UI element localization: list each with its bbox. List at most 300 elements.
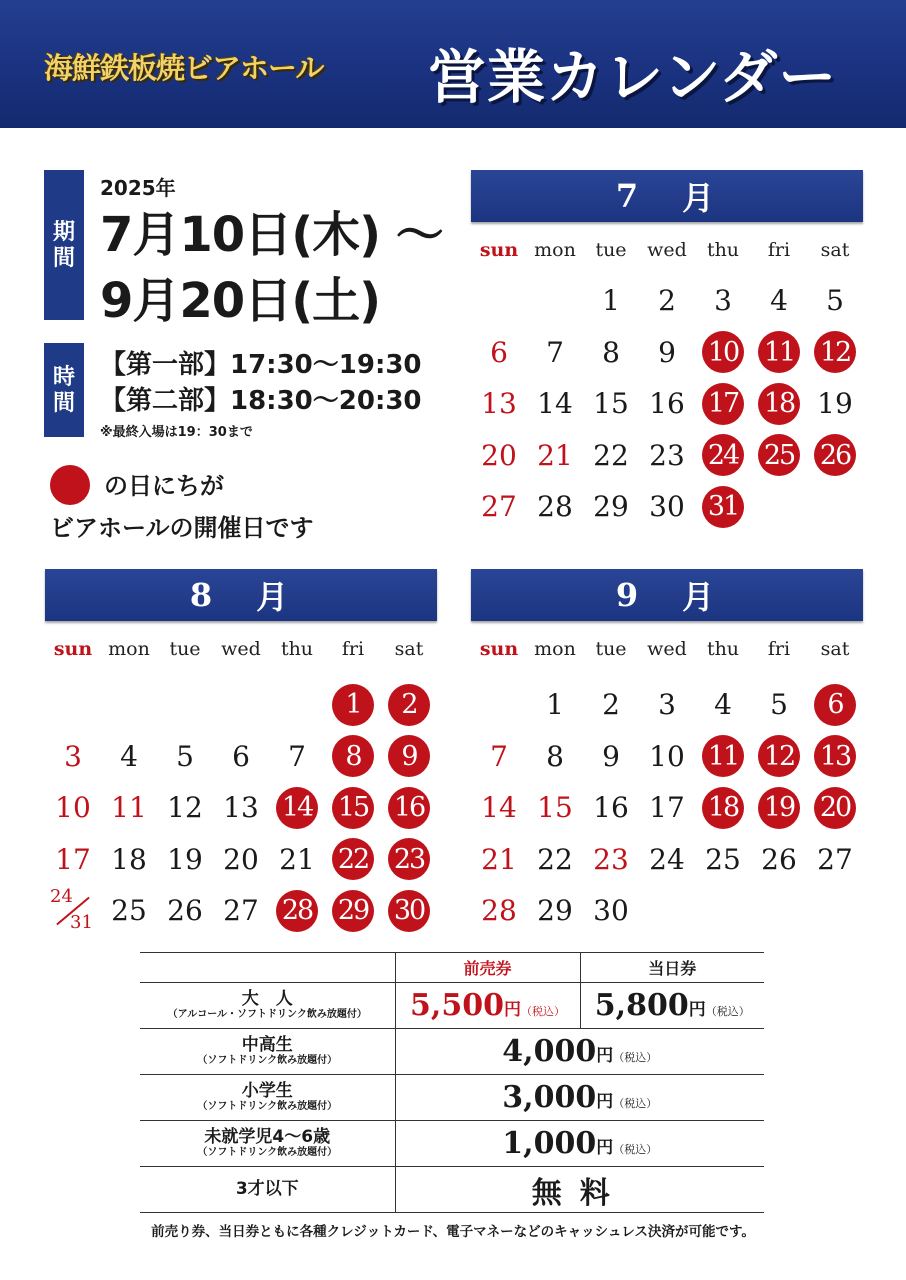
calendar-day bbox=[101, 731, 157, 783]
calendar-day bbox=[101, 834, 157, 886]
day-number: 28 bbox=[276, 890, 318, 932]
category-name: 3才以下 bbox=[235, 1179, 299, 1200]
category-cell bbox=[140, 1075, 395, 1121]
calendar-day bbox=[527, 782, 583, 834]
day-number: 4 bbox=[770, 284, 788, 318]
calendar-day-open bbox=[325, 782, 381, 834]
calendar-day bbox=[583, 834, 639, 886]
day-number: 8 bbox=[332, 735, 374, 777]
calendar-day-open bbox=[807, 679, 863, 731]
calendar-day-open bbox=[325, 679, 381, 731]
day-number: 21 bbox=[537, 438, 573, 472]
price bbox=[502, 1080, 657, 1115]
legend-text-line2: ビアホールの開催日です bbox=[50, 514, 314, 542]
calendar-day bbox=[639, 378, 695, 430]
calendar-day-open bbox=[269, 885, 325, 937]
price-row-adult bbox=[140, 983, 764, 1029]
day-number: 10 bbox=[702, 331, 744, 373]
calendar-day bbox=[583, 782, 639, 834]
day-number: 21 bbox=[481, 842, 517, 876]
calendar-day bbox=[695, 679, 751, 731]
day-number: 27 bbox=[481, 490, 517, 524]
calendar-day bbox=[527, 731, 583, 783]
price-value: 5,800 bbox=[594, 988, 689, 1023]
price-header-empty bbox=[140, 953, 395, 983]
day-number: 4 bbox=[714, 688, 732, 722]
month-number: 7 bbox=[615, 177, 643, 215]
day-number: 18 bbox=[702, 787, 744, 829]
day-number: 20 bbox=[481, 438, 517, 472]
free-price: 無料 bbox=[531, 1175, 628, 1211]
calendar-empty-cell bbox=[471, 275, 527, 327]
day-number: 3 bbox=[658, 688, 676, 722]
price-tax: （税込） bbox=[705, 1005, 750, 1018]
weekday-label: thu bbox=[706, 239, 740, 261]
calendar-month-header bbox=[471, 569, 863, 621]
day-number: 5 bbox=[826, 284, 844, 318]
calendar-day-open bbox=[695, 782, 751, 834]
calendar-day bbox=[527, 885, 583, 937]
weekday-label: wed bbox=[221, 638, 261, 660]
month-number: 9 bbox=[615, 576, 643, 614]
calendar-day bbox=[471, 430, 527, 482]
calendar-day-open bbox=[751, 378, 807, 430]
day-number: 30 bbox=[649, 490, 685, 524]
price-value: 1,000 bbox=[502, 1126, 597, 1161]
day-number: 11 bbox=[702, 735, 744, 777]
day-number: 25 bbox=[758, 434, 800, 476]
weekday-label: fri bbox=[767, 239, 791, 261]
day-number: 22 bbox=[593, 438, 629, 472]
calendar-day-open bbox=[807, 327, 863, 379]
category-name: 小学生 bbox=[241, 1081, 293, 1102]
time-label bbox=[44, 343, 84, 437]
price-yen: 円 bbox=[596, 1138, 614, 1158]
day-number: 9 bbox=[602, 739, 620, 773]
day-number: 7 bbox=[490, 739, 508, 773]
day-number: 9 bbox=[388, 735, 430, 777]
sameday-ticket-header: 当日券 bbox=[580, 953, 764, 983]
day-number: 25 bbox=[111, 894, 147, 928]
weekday-label: mon bbox=[534, 638, 576, 660]
calendar-day bbox=[269, 834, 325, 886]
advance-price bbox=[410, 988, 565, 1023]
calendar-july bbox=[471, 170, 863, 533]
day-number: 20 bbox=[223, 842, 259, 876]
price-row-junior-high bbox=[140, 1029, 764, 1075]
day-number: 24 bbox=[702, 434, 744, 476]
calendar-day-open bbox=[807, 430, 863, 482]
split-day-first: 24 bbox=[50, 885, 73, 907]
day-number: 26 bbox=[761, 842, 797, 876]
price-tax: （税込） bbox=[613, 1097, 658, 1110]
day-number: 1 bbox=[546, 688, 564, 722]
day-number: 2 bbox=[602, 688, 620, 722]
day-number: 19 bbox=[167, 842, 203, 876]
month-unit: 月 bbox=[256, 578, 293, 616]
calendar-day bbox=[471, 885, 527, 937]
calendar-day bbox=[751, 275, 807, 327]
price-cell bbox=[395, 1167, 764, 1213]
calendar-day-open bbox=[695, 378, 751, 430]
category-note: （アルコール・ソフトドリンク飲み放題付） bbox=[167, 1008, 367, 1020]
price-tax: （税込） bbox=[520, 1005, 565, 1018]
calendar-empty-cell bbox=[101, 679, 157, 731]
month-unit: 月 bbox=[682, 179, 719, 217]
period-label-char: 間 bbox=[52, 245, 75, 271]
day-number: 15 bbox=[332, 787, 374, 829]
calendar-day bbox=[101, 782, 157, 834]
calendar-day-open bbox=[325, 731, 381, 783]
calendar-day bbox=[751, 834, 807, 886]
category-cell bbox=[140, 1167, 395, 1213]
category-cell bbox=[140, 983, 395, 1029]
day-number: 1 bbox=[332, 684, 374, 726]
period-label bbox=[44, 170, 84, 320]
period-end: 9月20日(土) bbox=[100, 273, 381, 329]
day-number: 22 bbox=[332, 838, 374, 880]
calendar-day bbox=[527, 679, 583, 731]
advance-ticket-header: 前売券 bbox=[395, 953, 580, 983]
calendar-day bbox=[639, 481, 695, 533]
day-number: 7 bbox=[546, 335, 564, 369]
weekday-label: thu bbox=[280, 638, 314, 660]
calendar-day bbox=[583, 275, 639, 327]
day-number: 11 bbox=[111, 791, 147, 825]
day-number: 10 bbox=[649, 739, 685, 773]
calendar-day bbox=[471, 327, 527, 379]
calendar-month-header bbox=[471, 170, 863, 222]
day-number: 11 bbox=[758, 331, 800, 373]
legend-text-line1: の日にちが bbox=[104, 472, 224, 500]
calendar-day bbox=[639, 275, 695, 327]
weekday-label: mon bbox=[534, 239, 576, 261]
calendar-day bbox=[583, 378, 639, 430]
day-number: 5 bbox=[770, 688, 788, 722]
day-number: 22 bbox=[537, 842, 573, 876]
calendar-day-open bbox=[695, 430, 751, 482]
calendar-day bbox=[639, 782, 695, 834]
category-name: 未就学児4～6歳 bbox=[204, 1127, 331, 1148]
calendar-day-open bbox=[751, 782, 807, 834]
calendar-day bbox=[695, 275, 751, 327]
day-number: 23 bbox=[388, 838, 430, 880]
header-banner bbox=[0, 0, 906, 128]
calendar-day-open bbox=[269, 782, 325, 834]
weekday-label: tue bbox=[169, 638, 201, 660]
calendar-day bbox=[751, 679, 807, 731]
day-number: 16 bbox=[388, 787, 430, 829]
day-number: 17 bbox=[702, 383, 744, 425]
calendar-day bbox=[583, 327, 639, 379]
day-number: 23 bbox=[593, 842, 629, 876]
weekday-label: mon bbox=[108, 638, 150, 660]
calendar-day bbox=[527, 430, 583, 482]
calendar-day bbox=[45, 731, 101, 783]
weekday-header-row bbox=[471, 225, 863, 275]
page-title: 営業カレンダー bbox=[428, 43, 838, 111]
day-number: 6 bbox=[232, 739, 250, 773]
day-number: 8 bbox=[546, 739, 564, 773]
weekday-label: sat bbox=[394, 638, 424, 660]
calendar-day bbox=[471, 782, 527, 834]
calendar-day-open bbox=[695, 481, 751, 533]
calendar-day bbox=[639, 679, 695, 731]
calendar-day bbox=[157, 782, 213, 834]
category-note: （ソフトドリンク飲み放題付） bbox=[197, 1054, 338, 1066]
calendar-day bbox=[269, 731, 325, 783]
day-number: 13 bbox=[223, 791, 259, 825]
weekday-label: sun bbox=[479, 239, 519, 261]
price-value: 4,000 bbox=[502, 1034, 597, 1069]
calendar-day-grid bbox=[471, 275, 863, 533]
calendar-day-open bbox=[381, 679, 437, 731]
category-name: 中高生 bbox=[241, 1035, 293, 1056]
price-yen: 円 bbox=[503, 1000, 521, 1020]
price-row-elementary bbox=[140, 1075, 764, 1121]
payment-note: 前売り券、当日券ともに各種クレジットカード、電子マネーなどのキャッシュレス決済が可能です。 bbox=[151, 1224, 755, 1240]
category-cell bbox=[140, 1121, 395, 1167]
weekday-label: wed bbox=[647, 239, 687, 261]
calendar-day bbox=[527, 481, 583, 533]
weekday-label: sun bbox=[479, 638, 519, 660]
calendar-empty-cell bbox=[213, 679, 269, 731]
price bbox=[502, 1034, 657, 1069]
price-cell bbox=[395, 1029, 764, 1075]
month-unit: 月 bbox=[682, 578, 719, 616]
header-subtitle: 海鮮鉄板焼ビアホール bbox=[44, 51, 324, 85]
price bbox=[502, 1126, 657, 1161]
calendar-day bbox=[213, 885, 269, 937]
calendar-day-open bbox=[751, 731, 807, 783]
weekday-label: tue bbox=[595, 239, 627, 261]
calendar-day-open bbox=[381, 834, 437, 886]
calendar-day bbox=[471, 731, 527, 783]
price-tax: （税込） bbox=[613, 1143, 658, 1156]
day-number: 10 bbox=[55, 791, 91, 825]
price-cell bbox=[395, 1075, 764, 1121]
calendar-day-grid bbox=[45, 679, 437, 937]
day-number: 13 bbox=[814, 735, 856, 777]
calendar-day-open bbox=[381, 782, 437, 834]
split-day-second: 31 bbox=[70, 911, 93, 933]
calendar-day bbox=[807, 378, 863, 430]
day-number: 27 bbox=[817, 842, 853, 876]
calendar-month-header bbox=[45, 569, 437, 621]
category-cell bbox=[140, 1029, 395, 1075]
day-number: 19 bbox=[817, 387, 853, 421]
price-yen: 円 bbox=[596, 1046, 614, 1066]
calendar-day bbox=[471, 378, 527, 430]
day-number: 27 bbox=[223, 894, 259, 928]
calendar-day-open bbox=[695, 327, 751, 379]
category-note: （ソフトドリンク飲み放題付） bbox=[197, 1146, 338, 1158]
price-tax: （税込） bbox=[613, 1051, 658, 1064]
calendar-day-open bbox=[751, 430, 807, 482]
sameday-price-cell bbox=[580, 983, 764, 1029]
calendar-day bbox=[639, 834, 695, 886]
day-number: 14 bbox=[276, 787, 318, 829]
calendar-day-open bbox=[751, 327, 807, 379]
calendar-day bbox=[101, 885, 157, 937]
advance-price-cell bbox=[395, 983, 580, 1029]
period-start: 7月10日(木) ～ bbox=[100, 207, 443, 263]
calendar-empty-cell bbox=[527, 275, 583, 327]
calendar-day bbox=[639, 327, 695, 379]
day-number: 3 bbox=[64, 739, 82, 773]
calendar-day bbox=[213, 834, 269, 886]
calendar-day-split bbox=[48, 886, 98, 936]
last-entry-note: ※最終入場は19：30まで bbox=[100, 425, 253, 440]
calendar-day bbox=[695, 834, 751, 886]
calendar-day bbox=[583, 679, 639, 731]
day-number: 8 bbox=[602, 335, 620, 369]
day-number: 29 bbox=[593, 490, 629, 524]
weekday-label: sat bbox=[820, 239, 850, 261]
day-number: 4 bbox=[120, 739, 138, 773]
price-table bbox=[140, 952, 764, 1213]
day-number: 19 bbox=[758, 787, 800, 829]
calendar-day bbox=[527, 378, 583, 430]
weekday-header-row bbox=[471, 624, 863, 674]
period-label-char: 期 bbox=[52, 218, 75, 245]
calendar-day bbox=[639, 430, 695, 482]
day-number: 15 bbox=[537, 791, 573, 825]
price-row-under3 bbox=[140, 1167, 764, 1213]
day-number: 5 bbox=[176, 739, 194, 773]
price-row-preschool bbox=[140, 1121, 764, 1167]
day-number: 21 bbox=[279, 842, 315, 876]
weekday-label: sat bbox=[820, 638, 850, 660]
day-number: 3 bbox=[714, 284, 732, 318]
calendar-day bbox=[471, 834, 527, 886]
day-number: 28 bbox=[481, 894, 517, 928]
calendar-empty-cell bbox=[471, 679, 527, 731]
weekday-header-row bbox=[45, 624, 437, 674]
month-number: 8 bbox=[189, 576, 217, 614]
calendar-day bbox=[807, 834, 863, 886]
calendar-day bbox=[583, 430, 639, 482]
day-number: 15 bbox=[593, 387, 629, 421]
day-number: 2 bbox=[388, 684, 430, 726]
calendar-day bbox=[157, 834, 213, 886]
price-yen: 円 bbox=[688, 1000, 706, 1020]
day-number: 13 bbox=[481, 387, 517, 421]
weekday-label: fri bbox=[767, 638, 791, 660]
day-number: 7 bbox=[288, 739, 306, 773]
day-number: 16 bbox=[593, 791, 629, 825]
day-number: 12 bbox=[814, 331, 856, 373]
day-number: 30 bbox=[593, 894, 629, 928]
period-year: 2025年 bbox=[100, 176, 176, 200]
calendar-day bbox=[527, 834, 583, 886]
calendar-day bbox=[45, 834, 101, 886]
price-value: 3,000 bbox=[502, 1080, 597, 1115]
category-name: 大 人 bbox=[241, 989, 293, 1010]
day-number: 29 bbox=[332, 890, 374, 932]
weekday-label: thu bbox=[706, 638, 740, 660]
day-number: 16 bbox=[649, 387, 685, 421]
price-cell bbox=[395, 1121, 764, 1167]
calendar-day bbox=[213, 731, 269, 783]
calendar-day bbox=[807, 275, 863, 327]
time-label-char: 間 bbox=[52, 390, 75, 416]
day-number: 23 bbox=[649, 438, 685, 472]
weekday-label: wed bbox=[647, 638, 687, 660]
calendar-empty-cell bbox=[269, 679, 325, 731]
day-number: 2 bbox=[658, 284, 676, 318]
day-number: 26 bbox=[167, 894, 203, 928]
sameday-price bbox=[595, 988, 750, 1023]
time-first-session: 【第一部】17:30〜19:30 bbox=[100, 350, 422, 380]
calendar-day-open bbox=[325, 885, 381, 937]
calendar-day bbox=[583, 885, 639, 937]
day-number: 26 bbox=[814, 434, 856, 476]
calendar-august bbox=[45, 569, 437, 937]
time-second-session: 【第二部】18:30〜20:30 bbox=[100, 386, 422, 416]
calendar-day bbox=[583, 481, 639, 533]
calendar-day bbox=[157, 885, 213, 937]
calendar-day bbox=[639, 731, 695, 783]
calendar-day-open bbox=[325, 834, 381, 886]
calendar-day-grid bbox=[471, 679, 863, 937]
category-note: （ソフトドリンク飲み放題付） bbox=[197, 1100, 338, 1112]
weekday-label: sun bbox=[53, 638, 93, 660]
calendar-day-open bbox=[807, 731, 863, 783]
day-number: 17 bbox=[649, 791, 685, 825]
day-number: 31 bbox=[702, 486, 744, 528]
day-number: 6 bbox=[490, 335, 508, 369]
calendar-day bbox=[527, 327, 583, 379]
price-yen: 円 bbox=[596, 1092, 614, 1112]
weekday-label: fri bbox=[341, 638, 365, 660]
day-number: 18 bbox=[111, 842, 147, 876]
calendar-day bbox=[583, 731, 639, 783]
day-number: 17 bbox=[55, 842, 91, 876]
day-number: 24 bbox=[649, 842, 685, 876]
calendar-day bbox=[45, 782, 101, 834]
price-header-row bbox=[140, 953, 764, 983]
price-value: 5,500 bbox=[410, 988, 504, 1023]
day-number: 1 bbox=[602, 284, 620, 318]
calendar-day bbox=[213, 782, 269, 834]
time-label-char: 時 bbox=[52, 363, 75, 390]
weekday-label: tue bbox=[595, 638, 627, 660]
calendar-empty-cell bbox=[157, 679, 213, 731]
day-number: 25 bbox=[705, 842, 741, 876]
day-number: 29 bbox=[537, 894, 573, 928]
calendar-september bbox=[471, 569, 863, 937]
calendar-day bbox=[45, 885, 101, 937]
day-number: 6 bbox=[814, 684, 856, 726]
calendar-day bbox=[157, 731, 213, 783]
open-day-legend-dot bbox=[50, 465, 90, 505]
day-number: 20 bbox=[814, 787, 856, 829]
calendar-day-open bbox=[807, 782, 863, 834]
day-number: 30 bbox=[388, 890, 430, 932]
day-number: 14 bbox=[481, 791, 517, 825]
calendar-day-open bbox=[695, 731, 751, 783]
day-number: 14 bbox=[537, 387, 573, 421]
day-number: 18 bbox=[758, 383, 800, 425]
day-number: 12 bbox=[758, 735, 800, 777]
calendar-day-open bbox=[381, 731, 437, 783]
day-number: 28 bbox=[537, 490, 573, 524]
day-number: 12 bbox=[167, 791, 203, 825]
day-number: 9 bbox=[658, 335, 676, 369]
calendar-empty-cell bbox=[45, 679, 101, 731]
calendar-day-open bbox=[381, 885, 437, 937]
